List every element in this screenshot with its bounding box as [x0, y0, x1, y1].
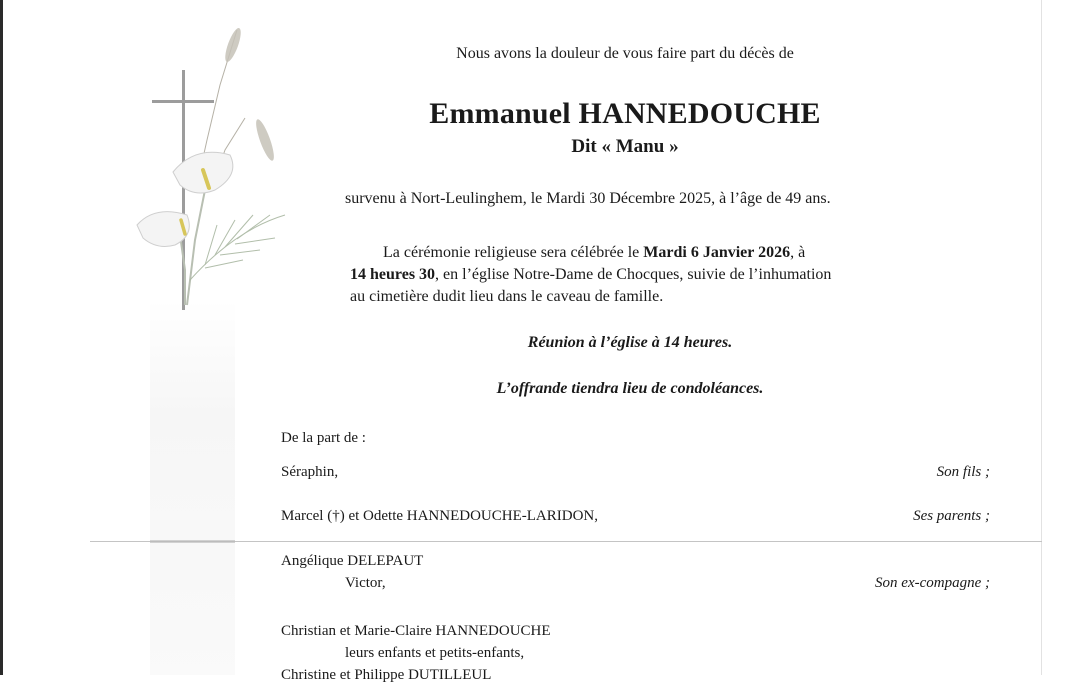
family-member-sub: Victor,: [345, 575, 386, 591]
offering-notice: L’offrande tiendra lieu de condoléances.: [496, 380, 764, 397]
cross-lily-illustration-icon: [125, 10, 300, 310]
family-member-name: Christian et Marie-Claire HANNEDOUCHE: [281, 623, 551, 639]
page-fold-shadow: [150, 540, 235, 543]
ceremony-line-2: [350, 265, 831, 285]
ceremony-time: 14 heures 30: [350, 266, 436, 283]
family-member-relation: Son ex-compagne ;: [875, 575, 990, 591]
intro-text: Nous avons la douleur de vous faire part du décès de: [456, 45, 794, 62]
meeting-notice: Réunion à l’église à 14 heures.: [527, 334, 733, 351]
deceased-name: Emmanuel HANNEDOUCHE: [429, 97, 821, 130]
illustration-fade: [150, 300, 235, 675]
scan-edge: [0, 0, 3, 675]
ceremony-place: , en l’église Notre-Dame de Chocques, suivie de l’inhumation: [435, 266, 832, 283]
ceremony-line-1: [383, 243, 805, 263]
deceased-nickname: Dit « Manu »: [571, 136, 679, 157]
family-member-relation: Son fils ;: [936, 464, 990, 480]
family-member-name: Séraphin,: [281, 464, 339, 480]
ceremony-date: Mardi 6 Janvier 2026: [643, 244, 791, 261]
right-margin-line: [1041, 0, 1042, 675]
ceremony-line-3: au cimetière dudit lieu dans le caveau de famille.: [350, 288, 664, 305]
family-member-name: Angélique DELEPAUT: [281, 553, 424, 569]
death-notice: survenu à Nort-Leulinghem, le Mardi 30 Décembre 2025, à l’âge de 49 ans.: [345, 190, 831, 207]
family-member-relation: Ses parents ;: [913, 508, 990, 524]
from-label: De la part de :: [281, 430, 366, 446]
family-member-name: Marcel (†) et Odette HANNEDOUCHE-LARIDON,: [281, 508, 598, 524]
ceremony-line1-suffix: , à: [790, 244, 806, 261]
ceremony-prefix: La cérémonie religieuse sera célébrée le: [383, 244, 644, 261]
family-member-name: Christine et Philippe DUTILLEUL: [281, 667, 492, 683]
family-member-sub: leurs enfants et petits-enfants,: [345, 645, 525, 661]
